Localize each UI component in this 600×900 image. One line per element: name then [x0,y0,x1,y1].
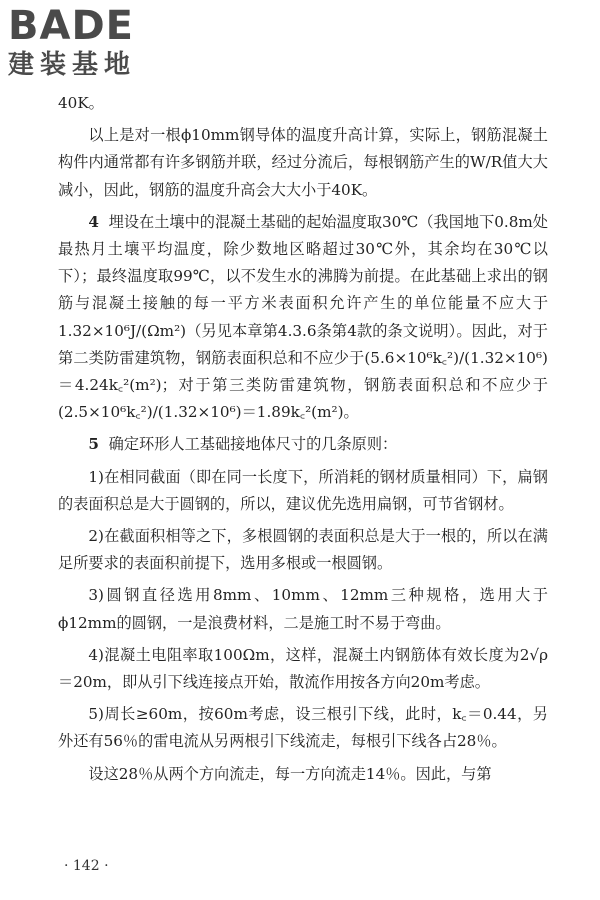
paragraph-text: 确定环形人工基础接地体尺寸的几条原则： [108,435,398,454]
paragraph-text: 埋设在土壤中的混凝土基础的起始温度取30℃（我国地下0.8m处最热月土壤平均温度，除少数地区略超过30℃外，其余均在30℃以下）；最终温度取99℃，以不发生水的沸腾为前提。在此基础上求出的钢筋与混凝土接触的每一平方米表面积允许产生的单位能量不应大于1.32×10⁶J/(Ωm²)（另见本章第4.3.6条第4款的条文说明）。因此，对于第二类防雷建筑物，钢筋表面积总和不应少于(5.6×10⁶k꜀²)/(1.32×10⁶)＝4.24k꜀²(m²)；对于第三类防雷建筑物，钢筋表面积总和不应少于(2.5×10⁶k꜀²)/(1.32×10⁶)＝1.89k꜀²(m²)。 [58,212,548,422]
list-item-4: 4)混凝土电阻率取100Ωm，这样，混凝土内钢筋体有效长度为2√ρ＝20m，即从引下线连接点开始，散流作用按各方向20m考虑。 [58,645,548,692]
item-number: 4 [88,212,99,231]
list-item-2: 2)在截面积相等之下，多根圆钢的表面积总是大于一根的，所以在满足所要求的表面积前提下，选用多根或一根圆钢。 [58,527,548,573]
page-number: · 142 · [64,858,109,874]
paragraph-continuation: 40K。 [58,94,104,112]
paragraph: 设这28％从两个方向流走，每一方向流走14％。因此，与第 [88,764,492,783]
logo-subtitle: 建装基地 [8,50,137,80]
watermark-logo [8,4,178,84]
list-item-3: 3)圆钢直径选用8mm、10mm、12mm三种规格，选用大于ϕ12mm的圆钢，一是浪费材料，二是施工时不易于弯曲。 [58,586,548,632]
item-number: 5 [88,435,99,454]
list-item-5: 5)周长≥60m，按60m考虑，设三根引下线，此时，k꜀＝0.44，另外还有56％的雷电流从另两根引下线流走，每根引下线各占28％。 [58,705,548,751]
logo-brand-text: BADE [8,3,134,49]
document-body [58,90,548,793]
list-item-1: 1)在相同截面（即在同一长度下，所消耗的钢材质量相同）下，扁钢的表面积总是大于圆钢的，所以，建议优先选用扁钢，可节省钢材。 [58,467,548,513]
numbered-paragraph-5 [58,431,548,458]
numbered-paragraph-4 [58,209,548,427]
paragraph: 以上是对一根ϕ10mm钢导体的温度升高计算，实际上，钢筋混凝土构件内通常都有许多钢筋并联，经过分流后，每根钢筋产生的W/R值大大减小，因此，钢筋的温度升高会大大小于40K。 [58,126,548,199]
